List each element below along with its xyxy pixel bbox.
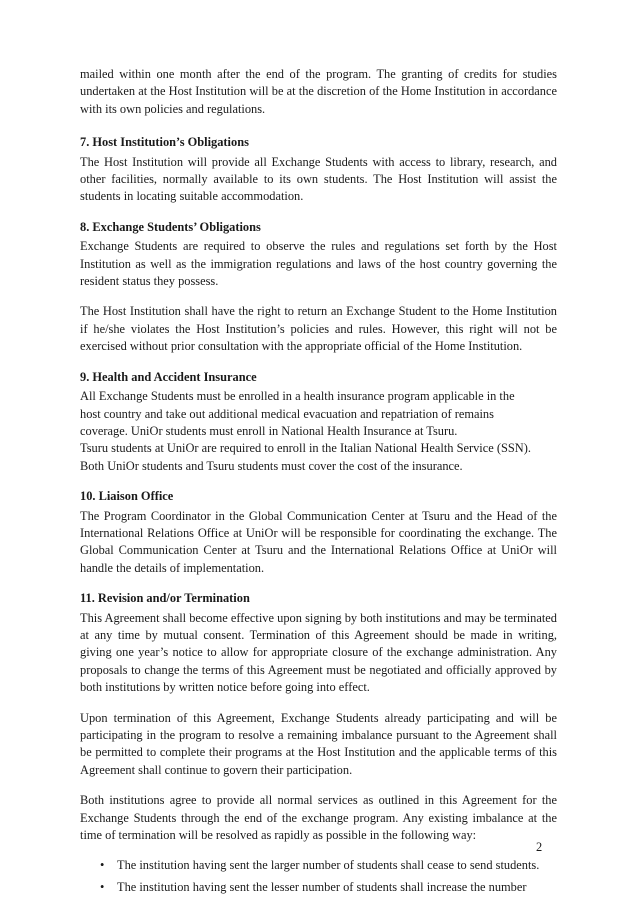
section-liaison-office [80,488,557,577]
opening-paragraph: mailed within one month after the end of the program. The granting of credits for studies undertaken at the Host Institution will be at the discretion of the Home Institution in accordance with its own policies and regulations. [80,67,557,116]
page-number: 2 [536,840,543,854]
section-paragraph: This Agreement shall become effective upon signing by both institutions and may be terminated at any time by mutual consent. Termination of this Agreement should be made in writing, giving one year’s notice to allow for appropriate closure of the exchange administration. Any proposals to change the terms of this Agreement must be negotiated and officially approved by both institutions by written notice before going into effect. [80,610,557,695]
bullet-list [80,857,557,896]
section-heading: 7. Host Institution’s Obligations [80,135,249,150]
bullet-dot-icon: • [100,879,105,894]
section-paragraph: Exchange Students are required to observe the rules and regulations set forth by the Host Institution as well as the immigration regulations and laws of the host country governing the resident status they possess. [80,239,557,289]
section-paragraph: Upon termination of this Agreement, Exchange Students already participating and will be participating in the program to resolve a remaining imbalance pursuant to the Agreement shall be permitted to complete their programs at the Host Institution and the applicable terms of this Agreement shall continue to govern their participation. [80,710,557,777]
bullet-item [100,879,557,896]
section-heading: 11. Revision and/or Termination [80,591,250,606]
bullet-item [100,857,557,874]
section-heading: 10. Liaison Office [80,489,174,504]
section-host-institution-obligations [80,134,557,206]
section-line: host country and take out additional medical evacuation and repatriation of remains [80,406,494,421]
bullet-text: The institution having sent the lesser number of students shall increase the number [117,879,527,894]
section-line: Both UniOr students and Tsuru students must cover the cost of the insurance. [80,458,463,473]
section-revision-termination [80,590,557,896]
document-page [80,66,557,909]
section-exchange-students-obligations [80,219,557,356]
section-line: All Exchange Students must be enrolled in a health insurance program applicable in the [80,389,515,404]
section-paragraph: Both institutions agree to provide all normal services as outlined in this Agreement for the Exchange Students through the end of the exchange program. Any existing imbalance at the time of termination will be resolved as rapidly as possible in the following way: [80,793,557,843]
section-heading: 9. Health and Accident Insurance [80,369,257,384]
section-paragraph: The Host Institution shall have the right to return an Exchange Student to the Home Institution if he/she violates the Host Institution’s policies and rules. However, this right will not be exercised without prior consultation with the appropriate official of the Home Institution. [80,304,557,354]
section-paragraph: The Host Institution will provide all Exchange Students with access to library, research, and other facilities, normally available to its own students. The Host Institution will assist the students in locating suitable accommodation. [80,154,557,204]
bullet-text: The institution having sent the larger number of students shall cease to send students. [117,858,540,873]
section-line: coverage. UniOr students must enroll in National Health Insurance at Tsuru. [80,423,458,438]
section-health-accident-insurance [80,369,557,475]
section-paragraph: The Program Coordinator in the Global Communication Center at Tsuru and the Head of the International Relations Office at UniOr will be responsible for coordinating the exchange. The Global Communication Center at Tsuru and the International Relations Office at UniOr will handle the details of implementation. [80,508,557,575]
section-line: Tsuru students at UniOr are required to enroll in the Italian National Health Service (SSN). [80,441,531,456]
section-heading: 8. Exchange Students’ Obligations [80,219,261,234]
bullet-dot-icon: • [100,858,105,873]
